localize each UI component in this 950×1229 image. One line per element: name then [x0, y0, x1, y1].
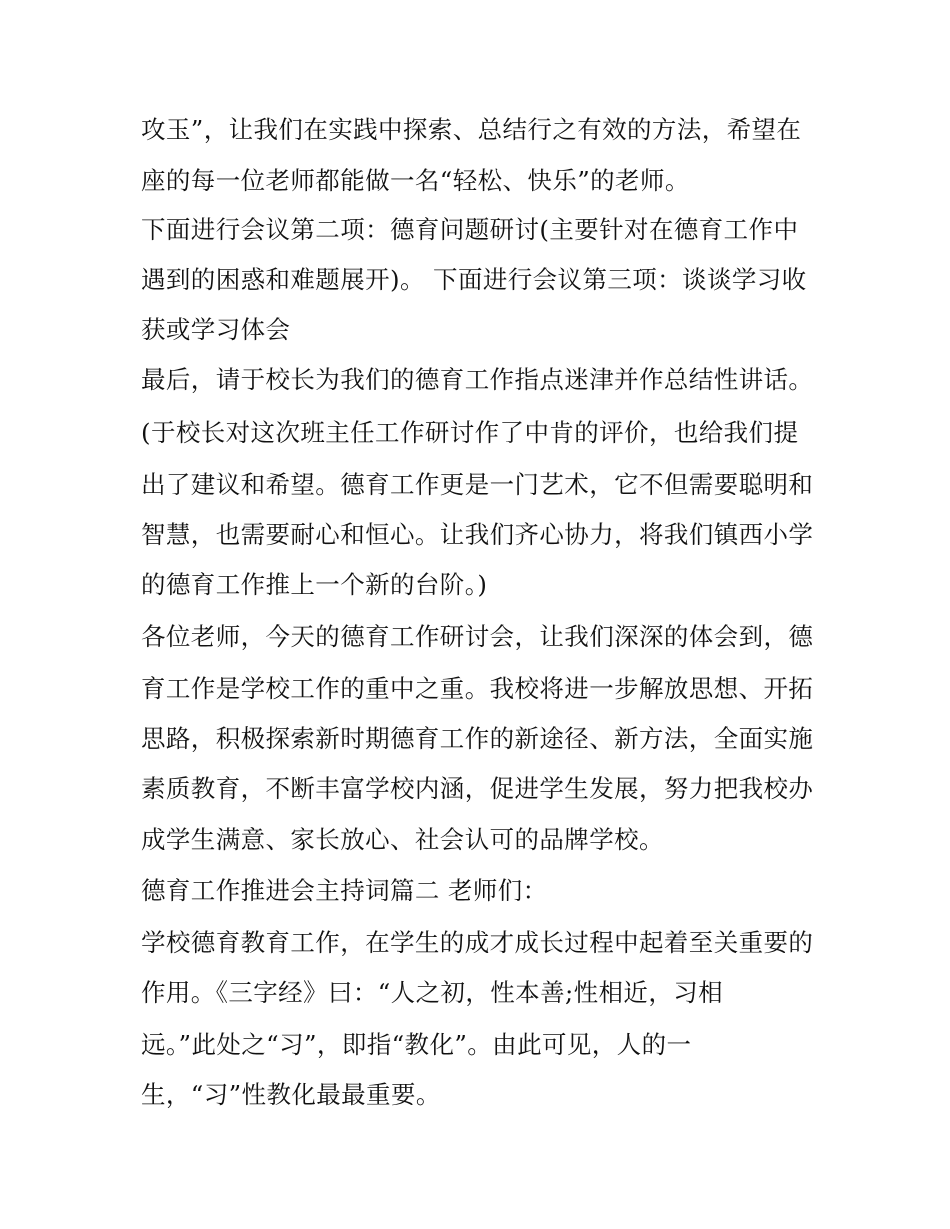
text-line: 育工作是学校工作的重中之重。我校将进一步解放思想、开拓	[141, 674, 814, 703]
text-line: 远。”此处之“习”，即指“教化”。由此可见，人的一	[141, 1030, 692, 1059]
text-line: 各位老师，今天的德育工作研讨会，让我们深深的体会到，德	[141, 622, 814, 651]
text-line: 素质教育，不断丰富学校内涵，促进学生发展，努力把我校办	[141, 774, 814, 803]
text-line: 下面进行会议第二项：德育问题研讨(主要针对在德育工作中	[141, 215, 799, 244]
text-line: 作用。《三字经》曰：“人之初，性本善;性相近，习相	[141, 978, 724, 1007]
text-line: 成学生满意、家长放心、社会认可的品牌学校。	[141, 825, 664, 854]
text-line: 出了建议和希望。德育工作更是一门艺术，它不但需要聪明和	[141, 470, 814, 499]
text-line: (于校长对这次班主任工作研讨作了中肯的评价，也给我们提	[141, 418, 799, 447]
text-line: 学校德育教育工作，在学生的成才成长过程中起着至关重要的	[141, 928, 814, 957]
text-line: 遇到的困惑和难题展开)。 下面进行会议第三项：谈谈学习收	[141, 265, 807, 294]
text-line: 德育工作推进会主持词篇二 老师们：	[141, 876, 548, 905]
text-line: 最后，请于校长为我们的德育工作指点迷津并作总结性讲话。	[141, 365, 814, 394]
text-line: 的德育工作推上一个新的台阶。)	[141, 570, 488, 599]
text-line: 获或学习体会	[141, 315, 291, 344]
text-line: 智慧，也需要耐心和恒心。让我们齐心协力，将我们镇西小学	[141, 520, 814, 549]
text-line: 攻玉”，让我们在实践中探索、总结行之有效的方法，希望在	[141, 115, 802, 144]
text-line: 思路，积极探索新时期德育工作的新途径、新方法，全面实施	[141, 724, 814, 753]
text-line: 生，“习”性教化最最重要。	[141, 1080, 441, 1109]
text-line: 座的每一位老师都能做一名“轻松、快乐”的老师。	[141, 166, 690, 195]
